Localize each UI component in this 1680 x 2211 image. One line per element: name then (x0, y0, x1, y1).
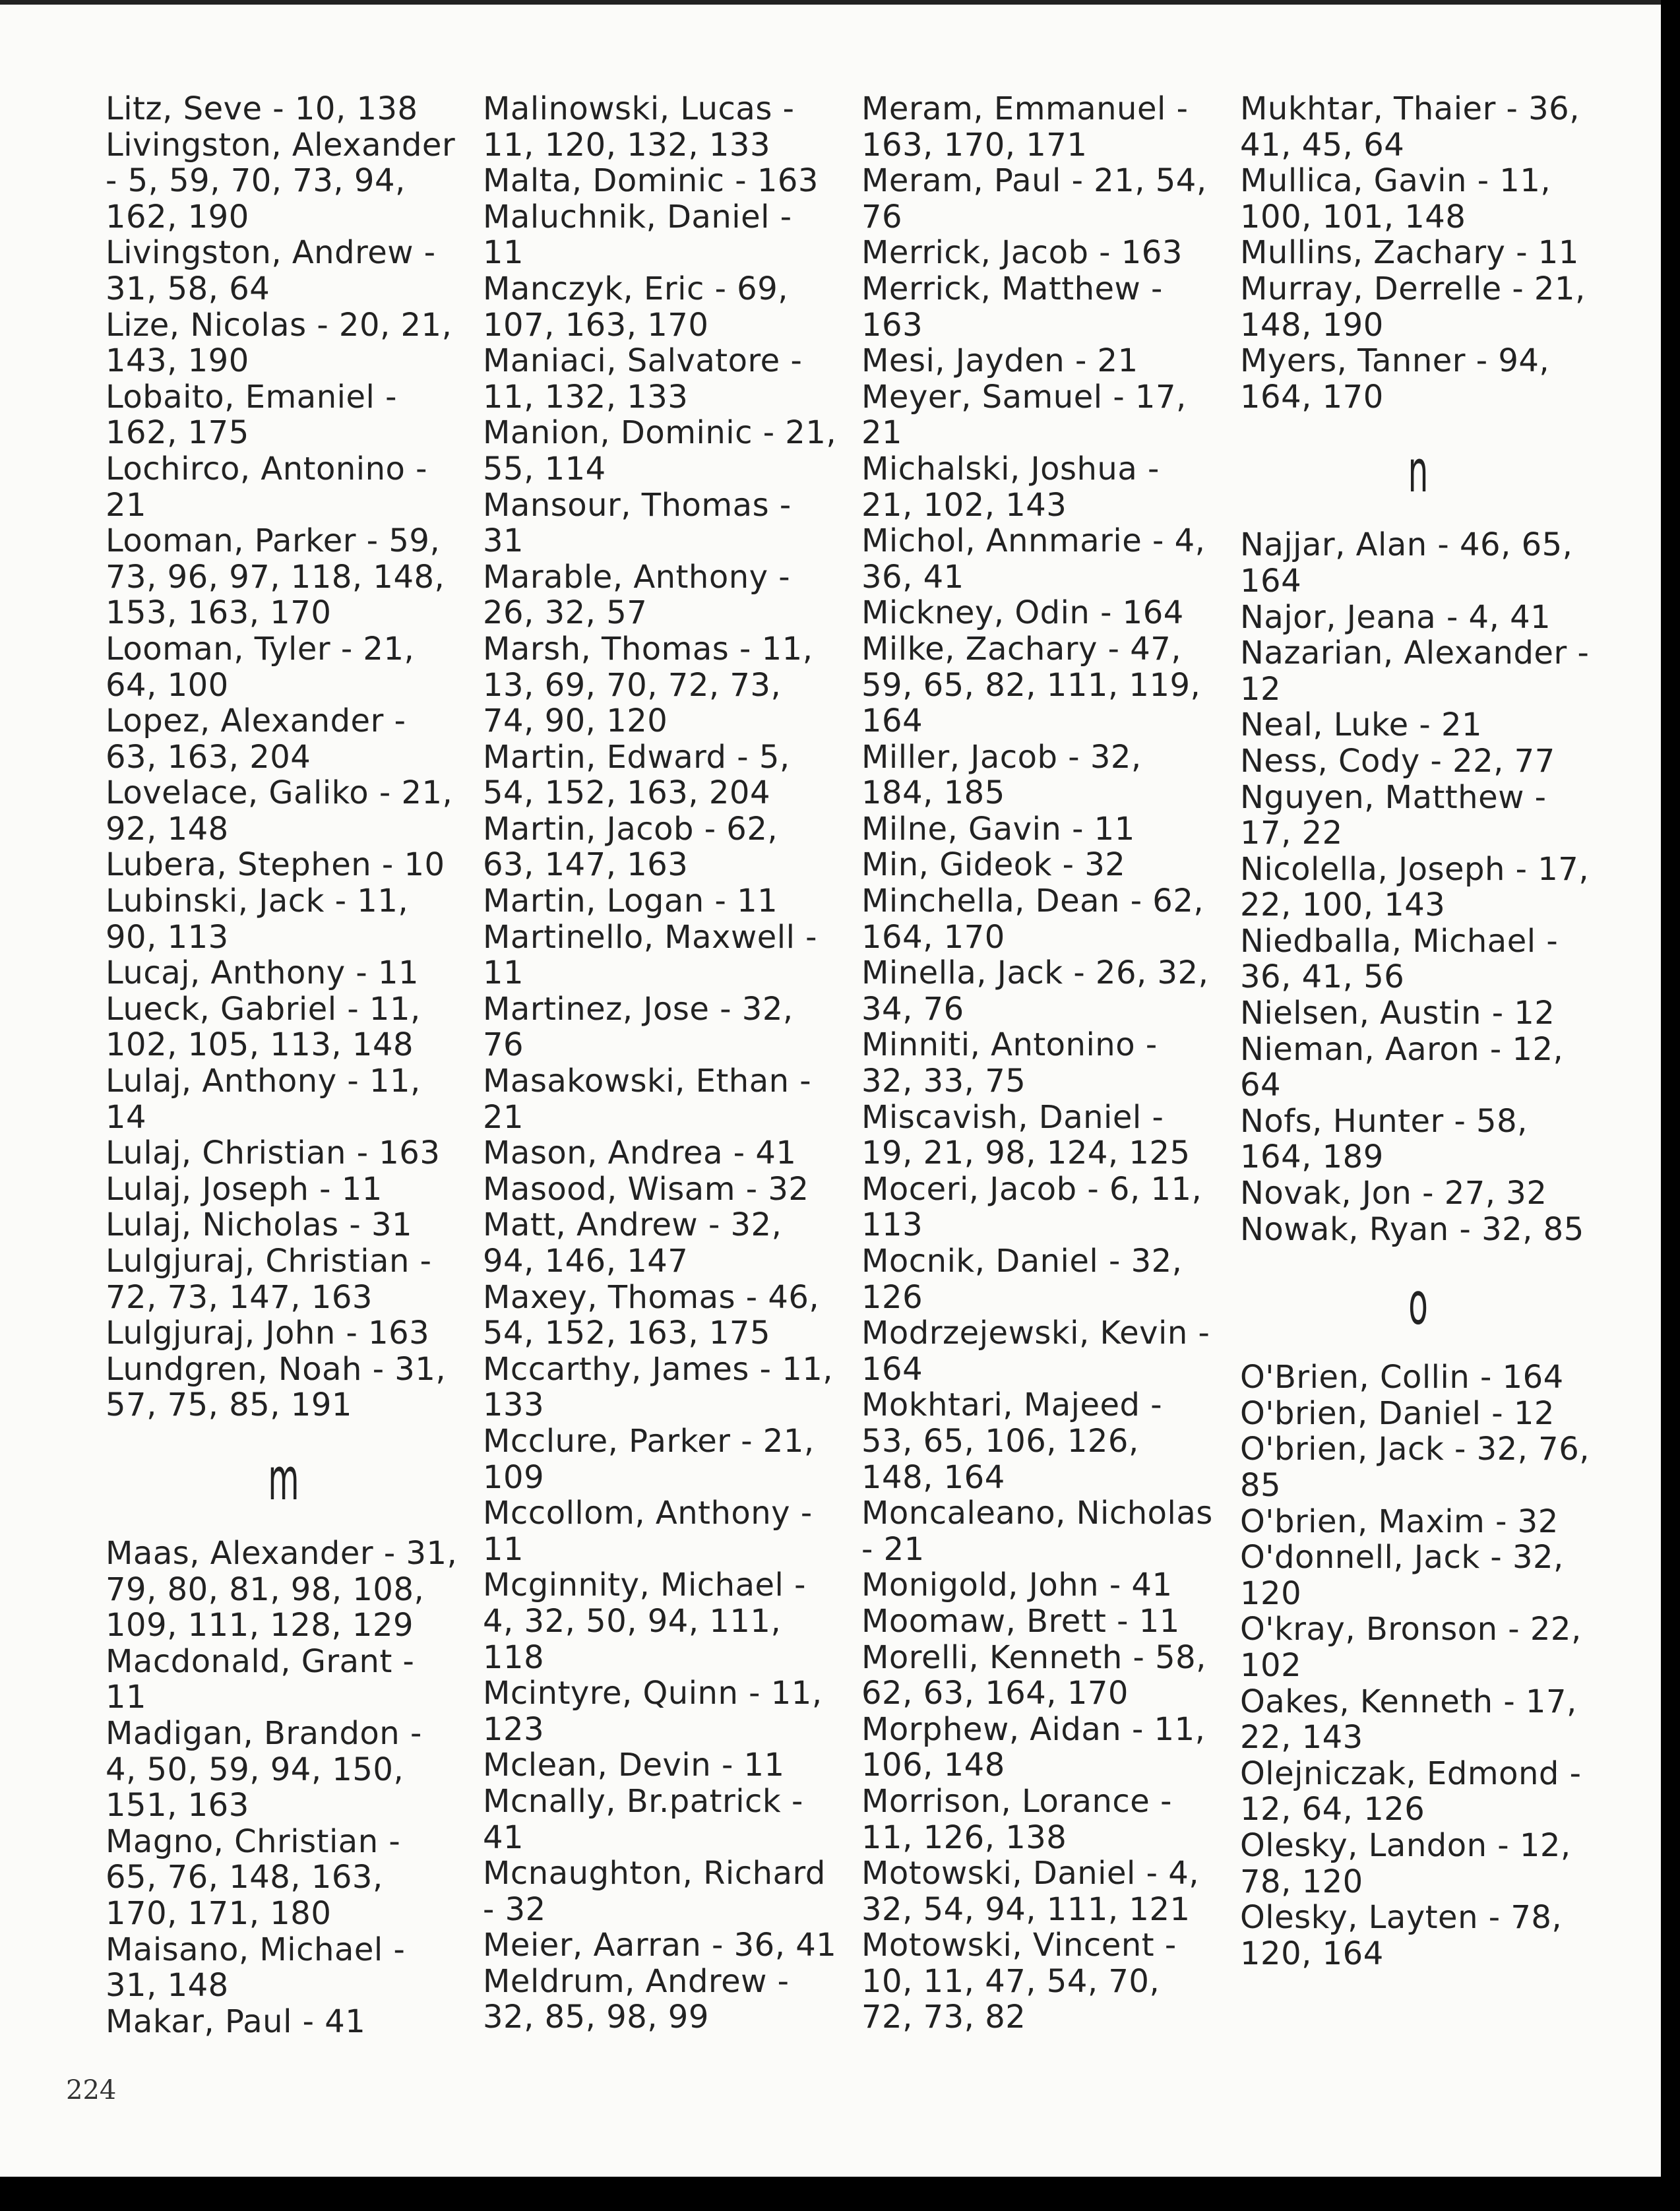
index-entry: Neal, Luke - 21 (1240, 706, 1483, 744)
index-entry: Nofs, Hunter - 58, 164, 189 (1240, 1102, 1528, 1176)
index-entry: Michalski, Joshua - 21, 102, 143 (861, 450, 1160, 524)
index-entry: Minchella, Dean - 62, 164, 170 (861, 883, 1204, 956)
index-entry: Marable, Anthony - 26, 32, 57 (483, 558, 791, 632)
index-entry: Minniti, Antonino - 32, 33, 75 (861, 1026, 1158, 1100)
index-entry: Najor, Jeana - 4, 41 (1240, 598, 1551, 636)
index-entry: Motowski, Vincent - 10, 11, 47, 54, 70, 72, 73, 82 (861, 1927, 1177, 2036)
index-entry: Myers, Tanner - 94, 164, 170 (1240, 342, 1550, 416)
index-column-4 (1240, 91, 1596, 1972)
index-entry: Martin, Edward - 5, 54, 152, 163, 204 (483, 738, 790, 812)
index-entry: Novak, Jon - 27, 32 (1240, 1175, 1547, 1212)
section-letter-heading: o (1408, 1269, 1428, 1338)
index-entry: Maniaci, Salvatore - 11, 132, 133 (483, 342, 803, 416)
index-entry: Lulgjuraj, Christian - 72, 73, 147, 163 (106, 1243, 432, 1316)
index-entry: Modrzejewski, Kevin - 164 (861, 1315, 1210, 1388)
index-entry: Nicolella, Joseph - 17, 22, 100, 143 (1240, 850, 1590, 924)
top-rule (0, 0, 1661, 5)
index-entry: Miscavish, Daniel - 19, 21, 98, 124, 125 (861, 1098, 1191, 1172)
index-entry: Mokhtari, Majeed - 53, 65, 106, 126, 148, 164 (861, 1386, 1163, 1496)
index-entry: Magno, Christian - 65, 76, 148, 163, 170, 171, 180 (106, 1822, 401, 1932)
index-entry: Murray, Derrelle - 21, 148, 190 (1240, 270, 1586, 344)
index-entry: Livingston, Alexander - 5, 59, 70, 73, 94, 162, 190 (106, 126, 456, 235)
index-column-3 (861, 91, 1218, 2036)
index-entry: Mukhtar, Thaier - 36, 41, 45, 64 (1240, 90, 1580, 164)
index-entry: Meldrum, Andrew - 32, 85, 98, 99 (483, 1962, 790, 2036)
index-entry: Nowak, Ryan - 32, 85 (1240, 1210, 1584, 1248)
index-entry: Najjar, Alan - 46, 65, 164 (1240, 526, 1573, 600)
index-entry: Mccollom, Anthony - 11 (483, 1495, 813, 1568)
index-entry: Lovelace, Galiko - 21, 92, 148 (106, 774, 453, 848)
index-entry: Litz, Seve - 10, 138 (106, 90, 418, 127)
index-entry: O'Brien, Collin - 164 (1240, 1359, 1564, 1396)
index-entry: Martin, Jacob - 62, 63, 147, 163 (483, 810, 778, 884)
index-entry: Meram, Emmanuel - 163, 170, 171 (861, 90, 1189, 164)
index-entry: Olejniczak, Edmond - 12, 64, 126 (1240, 1755, 1582, 1828)
index-entry: Lundgren, Noah - 31, 57, 75, 85, 191 (106, 1350, 447, 1424)
index-entry: Meyer, Samuel - 17, 21 (861, 378, 1187, 452)
index-entry: Matt, Andrew - 32, 94, 146, 147 (483, 1206, 782, 1280)
index-entry: Looman, Tyler - 21, 64, 100 (106, 630, 415, 704)
index-entry: Moceri, Jacob - 6, 11, 113 (861, 1170, 1202, 1244)
index-entry: Min, Gideok - 32 (861, 846, 1126, 884)
index-entry: Mcintyre, Quinn - 11, 123 (483, 1675, 823, 1748)
index-entry: Martinello, Maxwell - 11 (483, 918, 817, 992)
index-entry: Oakes, Kenneth - 17, 22, 143 (1240, 1683, 1577, 1757)
index-entry: O'donnell, Jack - 32, 120 (1240, 1539, 1564, 1612)
index-entry: Mansour, Thomas - 31 (483, 486, 792, 560)
index-entry: Lulaj, Christian - 163 (106, 1135, 441, 1172)
index-entry: Morelli, Kenneth - 58, 62, 63, 164, 170 (861, 1638, 1206, 1712)
index-entry: O'kray, Bronson - 22, 102 (1240, 1611, 1582, 1684)
index-entry: Milne, Gavin - 11 (861, 810, 1135, 848)
index-entry: Nguyen, Matthew - 17, 22 (1240, 778, 1547, 852)
index-entry: O'brien, Maxim - 32 (1240, 1503, 1559, 1540)
index-entry: Manion, Dominic - 21, 55, 114 (483, 414, 837, 487)
index-column-2 (483, 91, 839, 2036)
index-column-1 (106, 91, 462, 2040)
index-entry: Manczyk, Eric - 69, 107, 163, 170 (483, 270, 789, 344)
index-entry: Lucaj, Anthony - 11 (106, 954, 420, 992)
section-letter-heading: n (1408, 437, 1429, 505)
index-entry: Olesky, Layten - 78, 120, 164 (1240, 1899, 1563, 1972)
index-entry: Masood, Wisam - 32 (483, 1170, 809, 1208)
index-entry: Morphew, Aidan - 11, 106, 148 (861, 1710, 1206, 1784)
index-entry: Mickney, Odin - 164 (861, 594, 1184, 632)
index-entry: Ness, Cody - 22, 77 (1240, 742, 1555, 780)
index-entry: Marsh, Thomas - 11, 13, 69, 70, 72, 73, 74, 90, 120 (483, 630, 813, 740)
index-entry: Mesi, Jayden - 21 (861, 342, 1138, 380)
index-entry: Malinowski, Lucas - 11, 120, 132, 133 (483, 90, 795, 164)
index-entry: Monigold, John - 41 (861, 1567, 1173, 1604)
index-entry: Mason, Andrea - 41 (483, 1135, 797, 1172)
index-entry: Michol, Annmarie - 4, 36, 41 (861, 522, 1206, 596)
index-entry: Moncaleano, Nicholas - 21 (861, 1495, 1213, 1568)
index-entry: Mcnally, Br.patrick - 41 (483, 1782, 803, 1856)
page-number: 224 (66, 2075, 117, 2105)
index-entry: Martin, Logan - 11 (483, 883, 778, 920)
index-entry: Maisano, Michael - 31, 148 (106, 1931, 406, 2005)
index-entry: Makar, Paul - 41 (106, 2003, 366, 2040)
section-letter-heading: m (268, 1445, 299, 1514)
index-entry: Mullica, Gavin - 11, 100, 101, 148 (1240, 162, 1551, 235)
index-entry: Nazarian, Alexander - 12 (1240, 635, 1590, 708)
index-entry: Maas, Alexander - 31, 79, 80, 81, 98, 108, 109, 111, 128, 129 (106, 1534, 458, 1644)
index-entry: Meram, Paul - 21, 54, 76 (861, 162, 1207, 235)
index-entry: Moomaw, Brett - 11 (861, 1602, 1180, 1640)
index-entry: Masakowski, Ethan - 21 (483, 1063, 812, 1136)
index-entry: Mcginnity, Michael - 4, 32, 50, 94, 111, 118 (483, 1567, 806, 1676)
index-entry: Lubera, Stephen - 10 (106, 846, 445, 884)
index-entry: Nieman, Aaron - 12, 64 (1240, 1030, 1564, 1104)
index-entry: Meier, Aarran - 36, 41 (483, 1927, 837, 1964)
index-entry: Lulaj, Joseph - 11 (106, 1170, 383, 1208)
index-entry: Merrick, Matthew - 163 (861, 270, 1163, 344)
index-entry: Lubinski, Jack - 11, 90, 113 (106, 883, 409, 956)
index-entry: Niedballa, Michael - 36, 41, 56 (1240, 922, 1559, 996)
index-entry: Macdonald, Grant - 11 (106, 1642, 415, 1716)
index-entry: Minella, Jack - 26, 32, 34, 76 (861, 954, 1209, 1028)
index-entry: Morrison, Lorance - 11, 126, 138 (861, 1782, 1172, 1856)
index-entry: Olesky, Landon - 12, 78, 120 (1240, 1826, 1571, 1900)
index-entry: Lopez, Alexander - 63, 163, 204 (106, 702, 406, 776)
index-entry: O'brien, Jack - 32, 76, 85 (1240, 1431, 1590, 1504)
index-entry: O'brien, Daniel - 12 (1240, 1394, 1555, 1432)
index-entry: Mclean, Devin - 11 (483, 1747, 785, 1784)
index-entry: Mullins, Zachary - 11 (1240, 234, 1579, 272)
index-entry: Miller, Jacob - 32, 184, 185 (861, 738, 1142, 812)
index-entry: Maluchnik, Daniel - 11 (483, 198, 792, 272)
index-entry: Motowski, Daniel - 4, 32, 54, 94, 111, 121 (861, 1855, 1200, 1928)
index-entry: Lobaito, Emaniel - 162, 175 (106, 378, 397, 452)
index-entry: Looman, Parker - 59, 73, 96, 97, 118, 148, 153, 163, 170 (106, 522, 445, 632)
index-entry: Lize, Nicolas - 20, 21, 143, 190 (106, 306, 452, 380)
index-entry: Mocnik, Daniel - 32, 126 (861, 1243, 1183, 1316)
index-entry: Martinez, Jose - 32, 76 (483, 990, 793, 1064)
index-entry: Milke, Zachary - 47, 59, 65, 82, 111, 119, 164 (861, 630, 1201, 740)
index-entry: Nielsen, Austin - 12 (1240, 995, 1555, 1032)
index-entry: Madigan, Brandon - 4, 50, 59, 94, 150, 151, 163 (106, 1714, 422, 1824)
index-entry: Lulaj, Anthony - 11, 14 (106, 1063, 421, 1136)
index-entry: Lulaj, Nicholas - 31 (106, 1206, 413, 1244)
index-entry: Lochirco, Antonino - 21 (106, 450, 427, 524)
index-entry: Mccarthy, James - 11, 133 (483, 1350, 834, 1424)
index-entry: Lulgjuraj, John - 163 (106, 1315, 430, 1352)
index-entry: Livingston, Andrew - 31, 58, 64 (106, 234, 436, 307)
index-entry: Lueck, Gabriel - 11, 102, 105, 113, 148 (106, 990, 421, 1064)
index-entry: Maxey, Thomas - 46, 54, 152, 163, 175 (483, 1278, 820, 1352)
index-entry: Mcclure, Parker - 21, 109 (483, 1422, 815, 1496)
index-entry: Mcnaughton, Richard - 32 (483, 1855, 826, 1928)
index-entry: Malta, Dominic - 163 (483, 162, 819, 200)
index-entry: Merrick, Jacob - 163 (861, 234, 1183, 272)
